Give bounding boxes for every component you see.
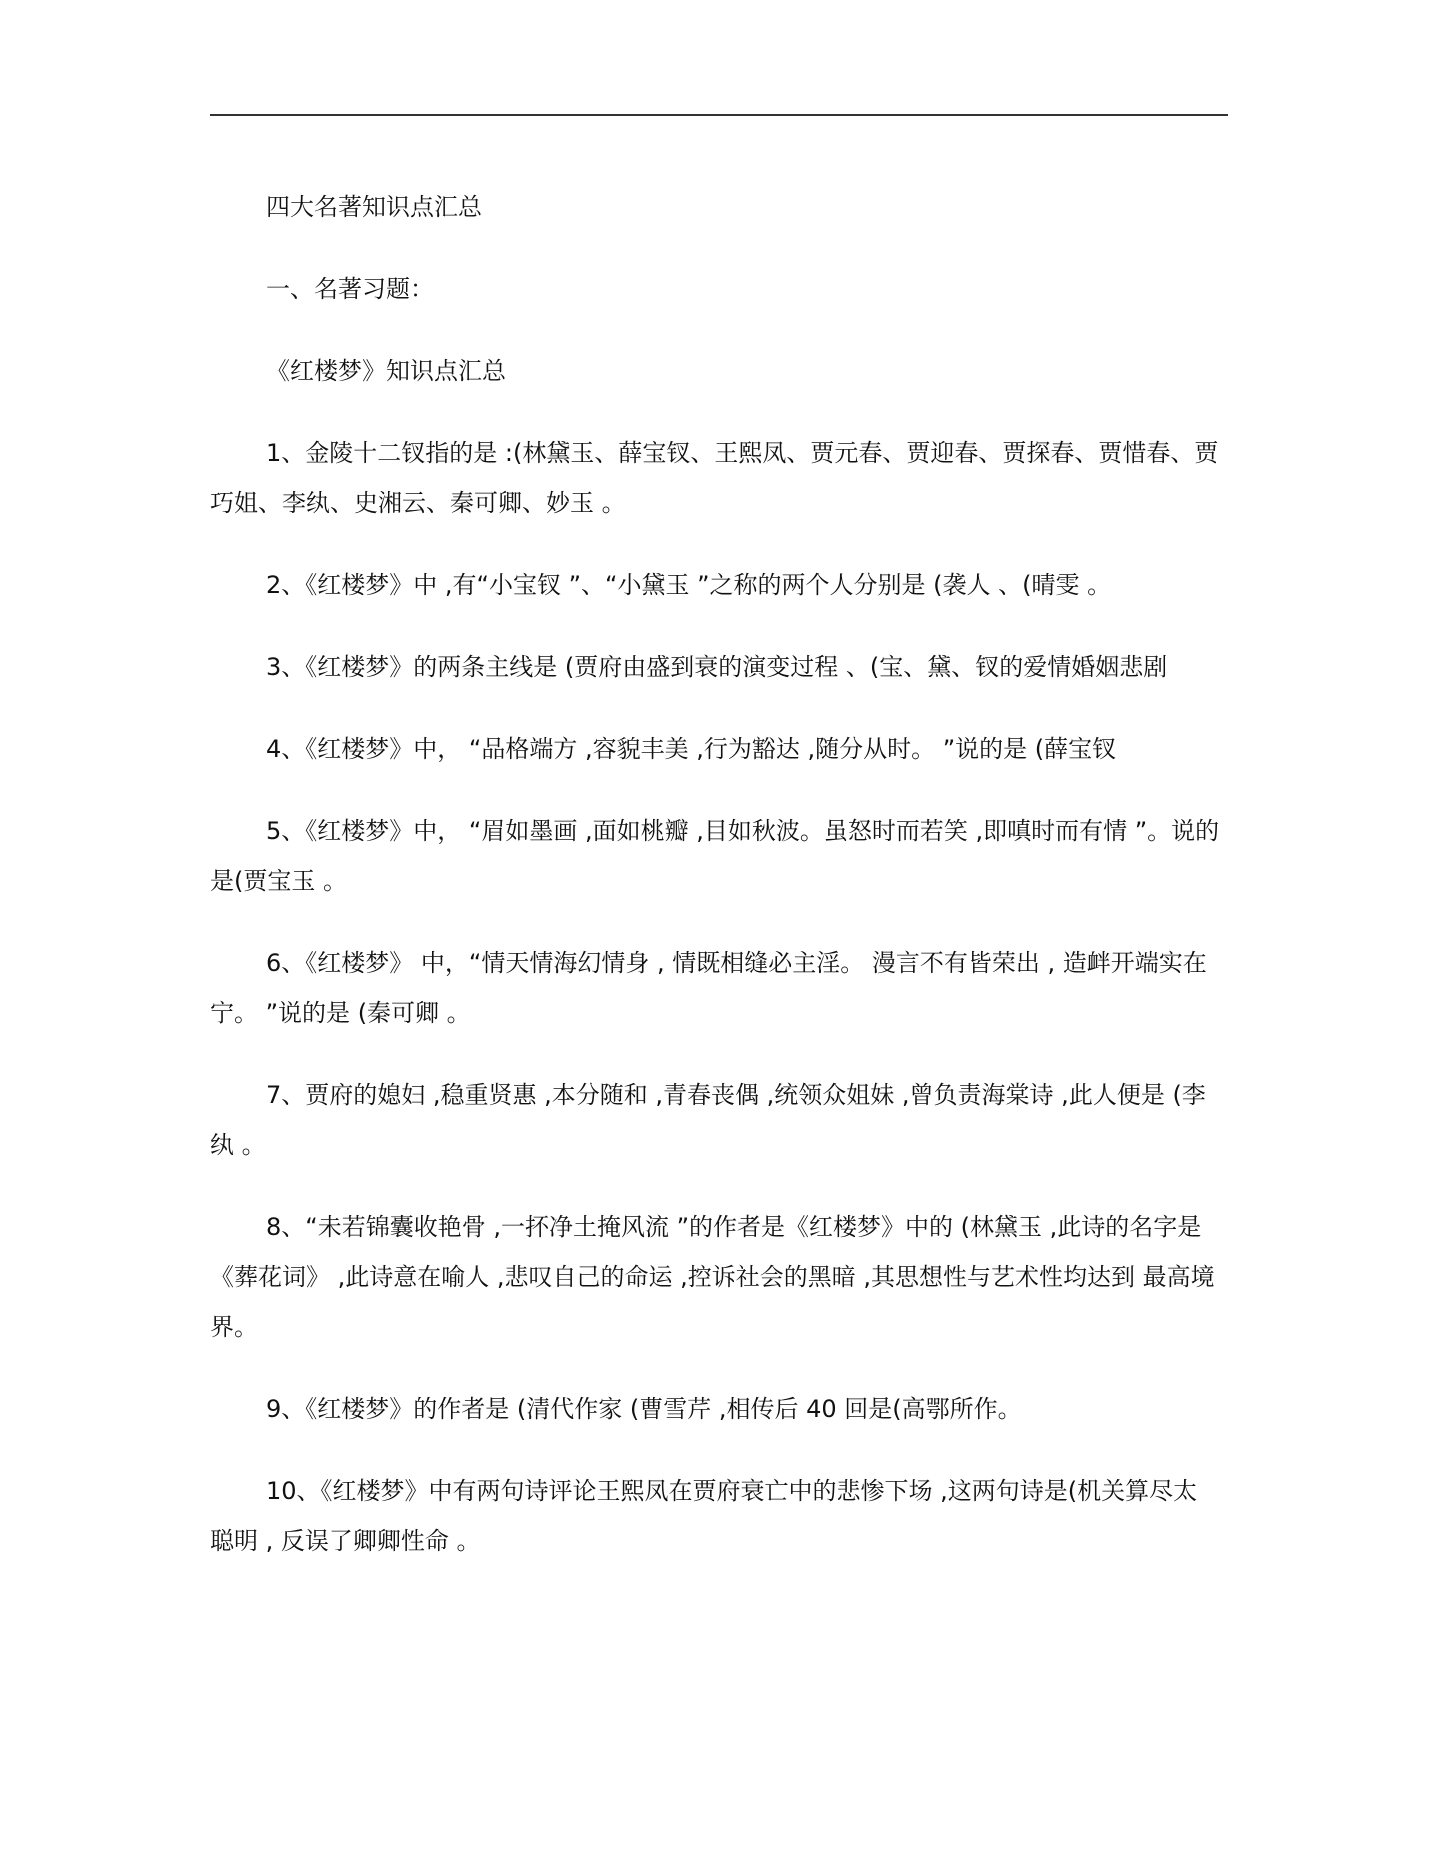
question-item-2: 2、《红楼梦》中 ,有“小宝钗 ”、“小黛玉 ”之称的两个人分别是 (袭人 、(晴雯 。 — [266, 571, 1112, 599]
question-item-8: 8、“未若锦囊收艳骨 ,一抔净土掩风流 ”的作者是《红楼梦》中的 (林黛玉 ,此诗的名字是 《葬花词》 ,此诗意在喻人 ,悲叹自己的命运 ,控诉社会的黑暗 ,其思想性与艺术性均达到 最高境界。 — [210, 1213, 1215, 1341]
document-title: 四大名著知识点汇总 — [266, 193, 482, 221]
header-rule — [210, 114, 1228, 116]
question-item-3: 3、《红楼梦》的两条主线是 (贾府由盛到衰的演变过程 、(宝、黛、钗的爱情婚姻悲剧 — [266, 653, 1168, 681]
question-item-10: 10、《红楼梦》中有两句诗评论王熙凤在贾府衰亡中的悲惨下场 ,这两句诗是(机关算尽太 聪明 , 反误了卿卿性命 。 — [210, 1477, 1198, 1555]
question-item-4: 4、《红楼梦》中， “品格端方 ,容貌丰美 ,行为豁达 ,随分从时。 ”说的是 (薛宝钗 — [266, 735, 1117, 763]
question-item-5: 5、《红楼梦》中， “眉如墨画 ,面如桃瓣 ,目如秋波。虽怒时而若笑 ,即嗔时而有情 ”。说的 是(贾宝玉 。 — [210, 817, 1220, 895]
question-item-7: 7、贾府的媳妇 ,稳重贤惠 ,本分随和 ,青春丧偶 ,统领众姐妹 ,曾负责海棠诗 ,此人便是 (李纨 。 — [210, 1081, 1206, 1159]
question-item-1: 1、金陵十二钗指的是 :(林黛玉、薛宝钗、王熙凤、贾元春、贾迎春、贾探春、贾惜春、贾 巧姐、李纨、史湘云、秦可卿、妙玉 。 — [210, 439, 1219, 517]
question-item-9: 9、《红楼梦》的作者是 (清代作家 (曹雪芹 ,相传后 40 回是(高鄂所作。 — [266, 1395, 1022, 1423]
section-heading: 一、名著习题： — [266, 275, 434, 303]
question-item-6: 6、《红楼梦》 中，“情天情海幻情身 , 情既相缝必主淫。 漫言不有皆荣出 , 造衅开端实在宁。 ”说的是 (秦可卿 。 — [210, 949, 1207, 1027]
subsection-heading: 《红楼梦》知识点汇总 — [266, 357, 506, 385]
document-body — [210, 182, 1228, 1598]
